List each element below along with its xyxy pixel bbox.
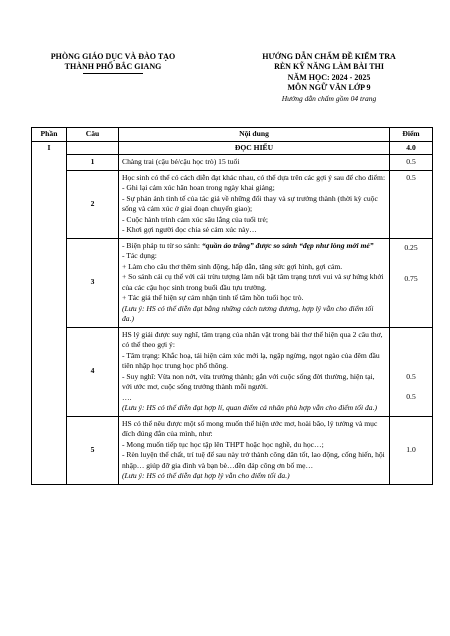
answer-line: - Tâm trạng: Khắc hoạ, tái hiện cảm xúc mới lạ, ngập ngừng, ngọt ngào của đêm đầu tiên nhập học trung học phổ thông. bbox=[122, 350, 380, 370]
answer-line: + Tác giả thể hiện sự cảm nhận tinh tế tâm hồn tuổi học trò. bbox=[122, 293, 304, 302]
answer-line: - Tác dụng: bbox=[122, 251, 157, 260]
answer-line: - Sự phản ánh tinh tế của tác giả về những đổi thay và sự trưởng thành (thời kỳ cuộc sống và cảm xúc ở giai đoạn chuyển giao); bbox=[122, 193, 378, 213]
answer-line: HS có thể nêu được một số mong muốn thể hiện ước mơ, hoài bão, lý tưởng và mục đích đúng đắn của mình, như: bbox=[122, 418, 378, 438]
table-row bbox=[32, 327, 433, 416]
section-part-number: I bbox=[32, 141, 67, 484]
question-number: 4 bbox=[67, 327, 119, 416]
grading-note: (Lưu ý: HS có thể diễn đạt bằng những cách tương đương, hợp lý vẫn cho điểm tối đa.) bbox=[122, 303, 374, 323]
section-empty-cell bbox=[67, 141, 119, 155]
answer-points bbox=[390, 170, 433, 238]
office-name-line2: THÀNH PHỐ BẮC GIANG bbox=[64, 62, 162, 71]
answer-content bbox=[119, 238, 390, 327]
answer-line: - Rèn luyện thể chất, trí tuệ để sau này trở thành công dân tốt, lao động, cống hiến, hội nhập… giúp đỡ gia đình và bạn bè…đền đáp công ơn bố mẹ… bbox=[122, 450, 385, 470]
answer-line: + Làm cho câu thơ thêm sinh động, hấp dẫn, tăng sức gợi hình, gợi cảm. bbox=[122, 261, 343, 271]
answer-points bbox=[390, 416, 433, 484]
answer-points bbox=[390, 155, 433, 171]
office-name-line1: PHÒNG GIÁO DỤC VÀ ĐÀO TẠO bbox=[50, 52, 176, 61]
answer-line-prefix: - Biện pháp tu từ so sánh: bbox=[122, 240, 202, 250]
answer-line: + So sánh cái cụ thể với cái trừu tượng làm nổi bật tâm trạng tươi vui và sự hứng khởi của các cậu học sinh trong buổi đầu tựu trường. bbox=[122, 272, 384, 292]
answer-line: - Suy nghĩ: Vừa non nớt, vừa trưởng thành; gắn với cuộc sống đời thường, hiện tại, với ước mơ, cuộc sống trưởng thành mỗi người. bbox=[122, 371, 375, 391]
question-number: 5 bbox=[67, 416, 119, 484]
question-number: 3 bbox=[67, 238, 119, 327]
answer-line bbox=[122, 241, 386, 252]
answer-points bbox=[390, 238, 433, 327]
quoted-comparison: “quần áo trắng” được so sánh “đẹp như lòng mới mẻ” bbox=[201, 240, 374, 250]
title-line1: HƯỚNG DẪN CHẤM ĐỀ KIỂM TRA bbox=[262, 52, 396, 61]
table-row bbox=[32, 155, 433, 171]
header-question: Câu bbox=[67, 128, 119, 142]
answer-points bbox=[390, 327, 433, 416]
grading-note: (Lưu ý: HS có thể diễn đạt hợp lí, quan điểm cá nhân phù hợp vẫn cho điểm tối đa.) bbox=[122, 403, 377, 412]
answer-line: …. bbox=[122, 392, 132, 402]
answer-line: Chàng trai (cậu bé/cậu học trò) 15 tuổi bbox=[122, 157, 240, 166]
question-number: 2 bbox=[67, 170, 119, 238]
grading-table bbox=[31, 127, 433, 485]
points-value: 0.25 bbox=[404, 242, 418, 252]
points-value: 0.75 bbox=[404, 274, 418, 283]
answer-line: Học sinh có thể có cách diễn đạt khác nhau, có thể dựa trên các gợi ý sau để cho điểm: bbox=[122, 172, 386, 182]
document-header bbox=[0, 52, 450, 122]
answer-content bbox=[119, 416, 390, 484]
answer-line: - Khơi gợi người đọc chia sẻ cảm xúc này… bbox=[122, 225, 257, 234]
page-count-note: Hướng dẫn chấm gồm 04 trang bbox=[281, 93, 377, 103]
header-content: Nội dung bbox=[119, 128, 390, 142]
points-value: 0.5 bbox=[406, 392, 416, 401]
table-row bbox=[32, 416, 433, 484]
points-value: 1.0 bbox=[406, 444, 416, 454]
office-underline bbox=[83, 73, 143, 74]
issuing-office bbox=[20, 52, 206, 74]
section-row bbox=[32, 141, 433, 155]
header-points: Điểm bbox=[390, 128, 433, 142]
document-title-block bbox=[222, 52, 436, 104]
table-row bbox=[32, 170, 433, 238]
table-header-row bbox=[32, 128, 433, 142]
answer-line: - Mong muốn tiếp tục học tập lên THPT hoặc học nghề, du học…; bbox=[122, 439, 324, 449]
answer-line: HS lý giải được suy nghĩ, tâm trạng của nhân vật trong bài thơ thể hiện qua 2 câu thơ, có thể theo gợi ý: bbox=[122, 329, 383, 349]
answer-content bbox=[119, 155, 390, 171]
table-row bbox=[32, 238, 433, 327]
points-value: 0.5 bbox=[406, 157, 416, 166]
answer-content bbox=[119, 327, 390, 416]
question-number: 1 bbox=[67, 155, 119, 171]
subject-grade: MÔN NGỮ VĂN LỚP 9 bbox=[287, 83, 371, 93]
section-points: 4.0 bbox=[390, 141, 433, 155]
points-value: 0.5 bbox=[406, 371, 416, 381]
grading-note: (Lưu ý: HS có thể diễn đạt hợp lý vẫn cho điểm tối đa.) bbox=[122, 471, 290, 480]
answer-line: - Ghi lại cảm xúc hân hoan trong ngày khai giảng; bbox=[122, 183, 275, 192]
points-value: 0.5 bbox=[406, 172, 416, 182]
header-part: Phần bbox=[32, 128, 67, 142]
school-year: NĂM HỌC: 2024 - 2025 bbox=[287, 72, 371, 82]
title-line2: RÈN KỸ NĂNG LÀM BÀI THI bbox=[274, 62, 384, 72]
answer-line: - Cuộc hành trình cảm xúc sâu lắng của tuổi trẻ; bbox=[122, 214, 268, 224]
answer-content bbox=[119, 170, 390, 238]
section-title: ĐỌC HIỂU bbox=[119, 141, 390, 155]
